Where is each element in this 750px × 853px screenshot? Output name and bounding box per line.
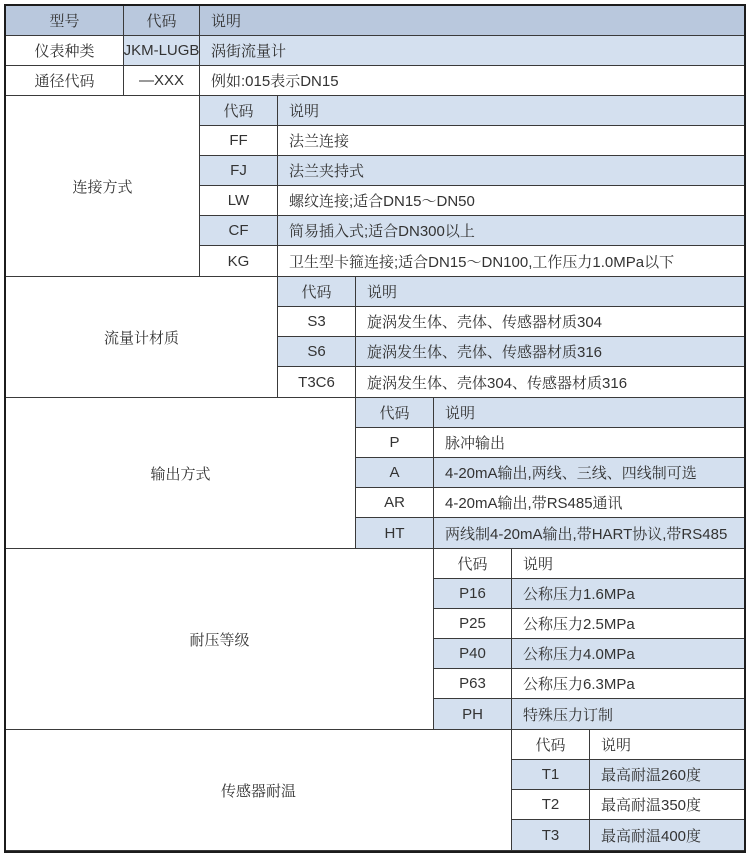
row-desc: 最高耐温350度: [601, 797, 702, 814]
subheader-code: 代码: [434, 549, 512, 578]
subheader-desc: 说明: [289, 103, 320, 120]
row-code: HT: [356, 518, 434, 548]
section-subheader-row: [200, 96, 744, 126]
table-row: [278, 367, 744, 397]
row-desc: 旋涡发生体、壳体304、传感器材质316: [367, 374, 628, 392]
section-subheader-row: [512, 730, 744, 760]
row-desc: 旋涡发生体、壳体、传感器材质304: [367, 314, 603, 331]
row-code: P: [356, 428, 434, 457]
model-selection-table: [4, 4, 746, 853]
row-desc: 公称压力2.5MPa: [523, 616, 635, 633]
table-row: [200, 156, 744, 186]
table-row: [434, 639, 744, 669]
row-desc: 卫生型卡箍连接;适合DN15～DN100,工作压力1.0MPa以下: [289, 253, 675, 271]
table-row: [356, 488, 744, 518]
row-code: AR: [356, 488, 434, 517]
row-code: CF: [200, 216, 278, 245]
row-code: A: [356, 458, 434, 487]
row-code: KG: [200, 246, 278, 276]
row-code: P16: [434, 579, 512, 608]
table-row: [200, 186, 744, 216]
section-label: 传感器耐温: [6, 730, 512, 850]
row-code: T3: [512, 820, 590, 850]
row-code: T1: [512, 760, 590, 789]
table-row: [356, 458, 744, 488]
section-pressure-rating: [6, 549, 744, 730]
table-row: [200, 246, 744, 276]
row-code: PH: [434, 699, 512, 729]
row-desc: 公称压力6.3MPa: [523, 676, 635, 693]
section-meter-material: [6, 277, 744, 398]
row-code: P63: [434, 669, 512, 698]
row-code: LW: [200, 186, 278, 215]
table-row: [512, 790, 744, 820]
row-desc: 法兰夹持式: [289, 163, 365, 180]
subheader-desc: 说明: [367, 284, 398, 301]
row-desc: 涡街流量计: [200, 36, 744, 65]
row-desc: 简易插入式;适合DN300以上: [289, 223, 475, 240]
row-label: 仪表种类: [6, 36, 124, 65]
table-row: [356, 518, 744, 548]
row-code: P25: [434, 609, 512, 638]
section-subheader-row: [434, 549, 744, 579]
row-code: T3C6: [278, 367, 356, 397]
table-row-instrument-type: [6, 36, 744, 66]
table-row: [200, 126, 744, 156]
header-code-cell: 代码: [124, 6, 200, 35]
table-row: [512, 820, 744, 850]
row-desc: 例如:015表示DN15: [200, 66, 744, 95]
subheader-desc: 说明: [445, 405, 476, 422]
row-desc: 最高耐温260度: [601, 767, 702, 784]
table-row: [512, 760, 744, 790]
section-label: 输出方式: [6, 398, 356, 548]
section-sensor-temperature: [6, 730, 744, 851]
table-row: [200, 216, 744, 246]
row-code: JKM-LUGB: [124, 36, 200, 65]
table-row: [356, 428, 744, 458]
table-row: [434, 579, 744, 609]
row-code: FF: [200, 126, 278, 155]
row-desc: 公称压力4.0MPa: [523, 646, 635, 663]
row-label: 通径代码: [6, 66, 124, 95]
row-desc: 4-20mA输出,带RS485通讯: [445, 495, 623, 512]
subheader-desc: 说明: [601, 737, 632, 754]
header-model-cell: 型号: [6, 6, 124, 35]
row-desc: 4-20mA输出,两线、三线、四线制可选: [445, 465, 697, 482]
table-row: [278, 307, 744, 337]
row-desc: 公称压力1.6MPa: [523, 586, 635, 603]
header-desc-cell: 说明: [211, 13, 242, 30]
row-code: T2: [512, 790, 590, 819]
row-desc: 螺纹连接;适合DN15～DN50: [289, 193, 475, 210]
section-subheader-row: [278, 277, 744, 307]
table-row: [434, 699, 744, 729]
subheader-code: 代码: [512, 730, 590, 759]
table-row-diameter-code: [6, 66, 744, 96]
table-header-row: [6, 6, 744, 36]
table-row: [278, 337, 744, 367]
section-output-mode: [6, 398, 744, 549]
row-code: P40: [434, 639, 512, 668]
section-label: 流量计材质: [6, 277, 278, 397]
subheader-code: 代码: [278, 277, 356, 306]
section-label: 耐压等级: [6, 549, 434, 729]
subheader-code: 代码: [356, 398, 434, 427]
row-desc: 两线制4-20mA输出,带HART协议,带RS485: [445, 525, 728, 543]
row-desc: 法兰连接: [289, 133, 350, 150]
row-desc: 脉冲输出: [445, 435, 506, 452]
subheader-code: 代码: [200, 96, 278, 125]
row-code: S3: [278, 307, 356, 336]
row-code: S6: [278, 337, 356, 366]
row-desc: 最高耐温400度: [601, 827, 702, 845]
row-desc: 特殊压力订制: [523, 706, 614, 724]
section-connection-type: [6, 96, 744, 277]
row-code: —XXX: [124, 66, 200, 95]
row-desc: 旋涡发生体、壳体、传感器材质316: [367, 344, 603, 361]
table-row: [434, 669, 744, 699]
section-subheader-row: [356, 398, 744, 428]
table-row: [434, 609, 744, 639]
section-label: 连接方式: [6, 96, 200, 276]
subheader-desc: 说明: [523, 556, 554, 573]
row-code: FJ: [200, 156, 278, 185]
